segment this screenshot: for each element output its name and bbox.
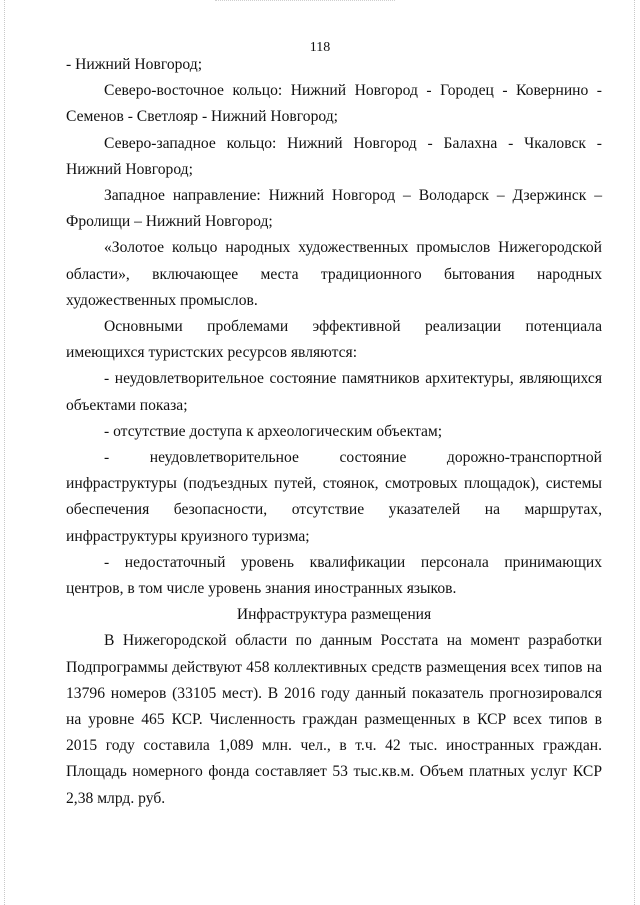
scan-edge-right bbox=[634, 0, 636, 905]
list-item-route-end: - Нижний Новгород; bbox=[66, 56, 203, 73]
problem-architecture: - неудовлетворительное состояние памятников архитектуры, являющихся объектами показа; bbox=[66, 370, 602, 414]
page-number: 118 bbox=[309, 40, 331, 55]
route-northwest-ring: Северо-западное кольцо: Нижний Новгород - Балахна - Чкаловск - Нижний Новгород; bbox=[66, 134, 602, 178]
scan-edge-left bbox=[4, 0, 6, 905]
route-western-direction: Западное направление: Нижний Новгород – Володарск – Дзержинск – Фролищи – Нижний Новгород; bbox=[66, 187, 602, 231]
problem-staff-qualification: - недостаточный уровень квалификации персонала принимающих центров, в том числе уровень знания иностранных языков. bbox=[66, 553, 602, 598]
route-northeast-ring: Северо-восточное кольцо: Нижний Новгород - Городец - Ковернино - Семенов - Светлояр - Нижний Новгород; bbox=[66, 82, 602, 126]
scan-top-mark bbox=[215, 0, 395, 4]
accommodation-paragraph: В Нижегородской области по данным Росстата на момент разработки Подпрограммы действуют 458 коллективных средств размещения всех типов на 13796 номеров (33105 мест). В 2016 году данный показатель прогнозировался на уровне 465 КСР. Численность граждан размещенных в КСР всех типов в 2015 году составила 1,089 млн. чел., в т.ч. 42 тыс. иностранных граждан. Площадь номерного фонда составляет 53 тыс.кв.м. Объем платных услуг КСР 2,38 млрд. руб. bbox=[66, 632, 602, 807]
problem-infrastructure: - неудовлетворительное состояние дорожно-транспортной инфраструктуры (подъездных путей, стоянок, смотровых площадок), системы обеспечения безопасности, отсутствие указателей на маршрутах, инфраструктуры круизного туризма; bbox=[66, 449, 602, 545]
problems-intro: Основными проблемами эффективной реализации потенциала имеющихся туристских ресурсов являются: bbox=[66, 318, 602, 362]
section-heading: Инфраструктура размещения bbox=[236, 606, 432, 624]
body-text bbox=[66, 52, 602, 812]
route-golden-ring-crafts: «Золотое кольцо народных художественных промыслов Нижегородской области», включающее места традиционного бытования народных художественных промыслов. bbox=[66, 239, 602, 309]
problem-archaeology: - отсутствие доступа к археологическим объектам; bbox=[104, 422, 443, 440]
